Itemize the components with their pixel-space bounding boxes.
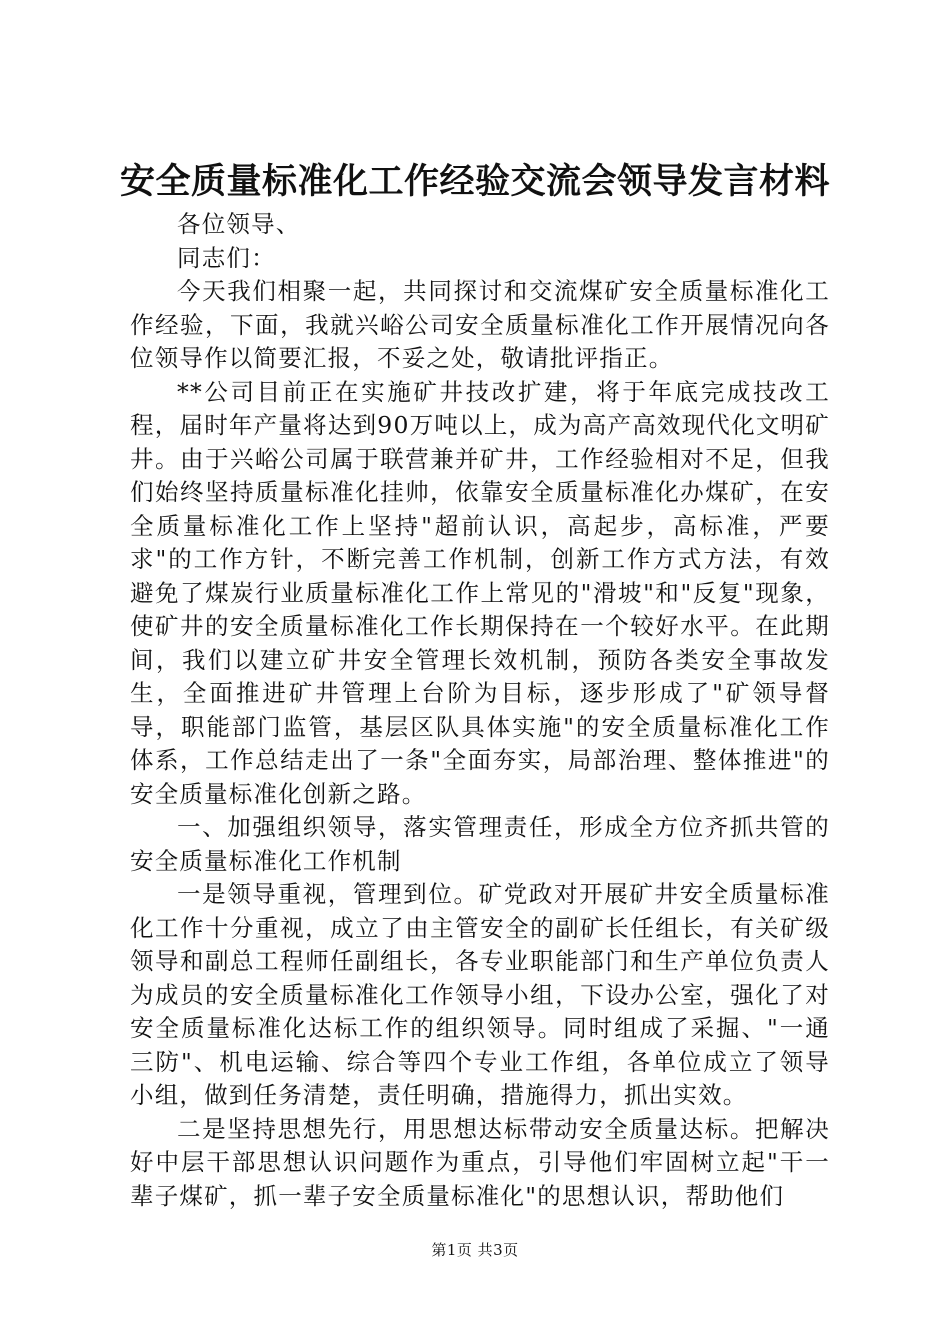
salutation-comrades: 同志们： — [177, 243, 276, 272]
paragraph-company-overview: **公司目前正在实施矿井技改扩建，将于年底完成技改工程，届时年产量将达到90万吨以上，成为高产高效现代化文明矿井。由于兴峪公司属于联营兼并矿井，工作经验相对不足，但我们始终坚持质量标准化挂帅，依靠安全质量标准化办煤矿，在安全质量标准化工作上坚持"超前认识，高起步，高标准，严要求"的工作方针，不断完善工作机制，创新工作方式方法，有效避免了煤炭行业质量标准化工作上常见的"滑坡"和"反复"现象，使矿井的安全质量标准化工作长期保持在一个较好水平。在此期间，我们以建立矿井安全管理长效机制，预防各类安全事故发生，全面推进矿井管理上台阶为目标，逐步形成了"矿领导督导，职能部门监管，基层区队具体实施"的安全质量标准化工作体系，工作总结走出了一条"全面夯实，局部治理、整体推进"的安全质量标准化创新之路。 — [130, 377, 830, 808]
paragraph-leadership: 一是领导重视，管理到位。矿党政对开展矿井安全质量标准化工作十分重视，成立了由主管安全的副矿长任组长，有关矿级领导和副总工程师任副组长，各专业职能部门和生产单位负责人为成员的安全质量标准化工作领导小组，下设办公室，强化了对安全质量标准化达标工作的组织领导。同时组成了采掘、"一通三防"、机电运输、综合等四个专业工作组，各单位成立了领导小组，做到任务清楚，责任明确，措施得力，抓出实效。 — [130, 880, 830, 1109]
paragraph-opening: 今天我们相聚一起，共同探讨和交流煤矿安全质量标准化工作经验，下面，我就兴峪公司安全质量标准化工作开展情况向各位领导作以简要汇报，不妥之处，敬请批评指正。 — [130, 277, 830, 372]
document-title: 安全质量标准化工作经验交流会领导发言材料 — [119, 161, 830, 202]
page-footer: 第1页 共3页 — [431, 1241, 519, 1259]
salutation-leaders: 各位领导、 — [177, 210, 301, 238]
section-heading-1: 一、加强组织领导，落实管理责任，形成全方位齐抓共管的安全质量标准化工作机制 — [130, 813, 830, 875]
document-body — [130, 208, 830, 1213]
paragraph-ideology: 二是坚持思想先行，用思想达标带动安全质量达标。把解决好中层干部思想认识问题作为重点，引导他们牢固树立起"干一辈子煤矿，抓一辈子安全质量标准化"的思想认识，帮助他们 — [130, 1114, 830, 1210]
